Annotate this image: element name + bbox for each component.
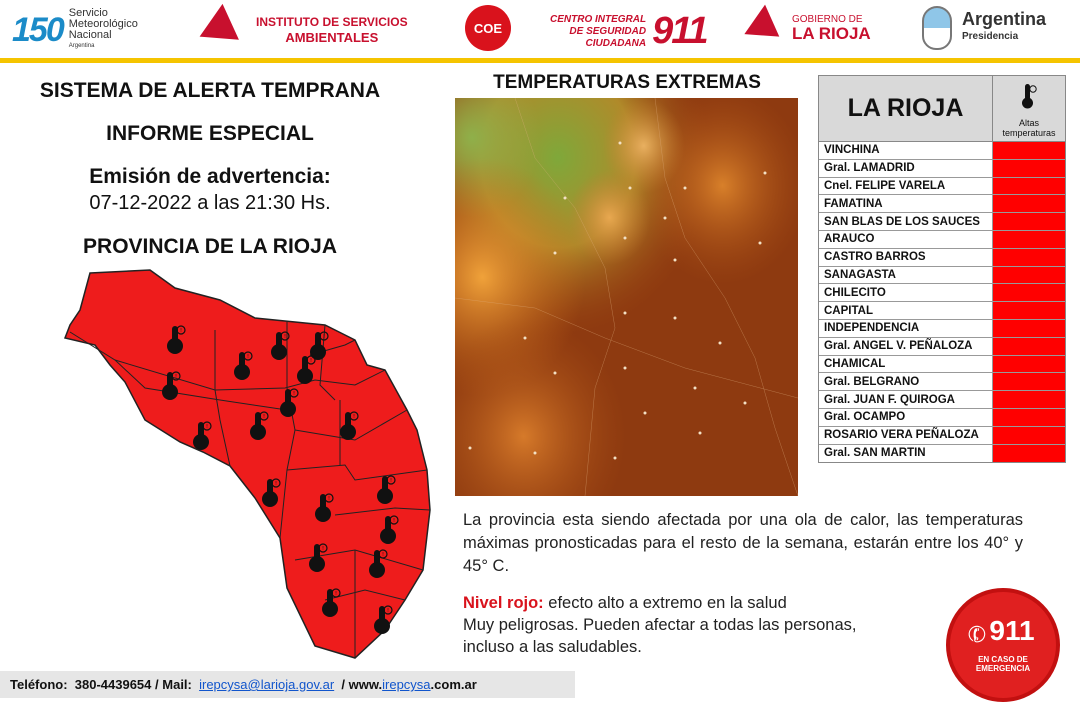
mail-label: / Mail:	[155, 677, 192, 692]
phone-number: 380-4439654	[74, 677, 152, 692]
alert-level-cell	[993, 249, 1065, 266]
department-name: FAMATINA	[819, 195, 993, 212]
department-name: Gral. SAN MARTIN	[819, 445, 993, 463]
department-name: Gral. OCAMPO	[819, 409, 993, 426]
department-name: ROSARIO VERA PEÑALOZA	[819, 427, 993, 444]
alert-level-cell	[993, 213, 1065, 230]
smn-mark: 150	[12, 10, 63, 49]
table-row	[819, 284, 1065, 302]
table-row	[819, 195, 1065, 213]
cis-911-logo: CENTRO INTEGRAL DE SEGURIDAD CIUDADANA 911	[550, 10, 707, 52]
alert-level-cell	[993, 409, 1065, 426]
web-link[interactable]: irepcysa	[382, 677, 431, 692]
department-name: VINCHINA	[819, 142, 993, 159]
alert-level-cell	[993, 267, 1065, 284]
system-title: SISTEMA DE ALERTA TEMPRANA	[39, 79, 381, 102]
emergency-line1: EN CASO DE	[978, 655, 1028, 664]
alert-level-cell	[993, 391, 1065, 408]
table-row	[819, 231, 1065, 249]
header-divider	[0, 58, 1080, 63]
alert-level-cell	[993, 178, 1065, 195]
table-title: LA RIOJA	[819, 76, 993, 141]
alert-level-cell	[993, 427, 1065, 444]
table-row	[819, 213, 1065, 231]
argentina-shield-icon	[922, 6, 952, 50]
table-header	[819, 76, 1065, 142]
coe-badge: COE	[465, 5, 511, 51]
isa-triangle-icon	[200, 4, 251, 56]
table-row	[819, 373, 1065, 391]
alert-level-cell	[993, 338, 1065, 355]
department-name: Gral. JUAN F. QUIROGA	[819, 391, 993, 408]
isa-line1: INSTITUTO DE SERVICIOS	[256, 15, 408, 29]
alert-level-cell	[993, 231, 1065, 248]
table-row	[819, 391, 1065, 409]
alert-level-cell	[993, 195, 1065, 212]
emission-label: Emisión de advertencia:	[89, 165, 331, 188]
alert-level-cell	[993, 320, 1065, 337]
isa-logo	[208, 10, 408, 50]
thermometer-icon	[1021, 84, 1037, 110]
heatmap-title: TEMPERATURAS EXTREMAS	[493, 72, 761, 93]
department-name: INDEPENDENCIA	[819, 320, 993, 337]
argentina-presidencia-logo: Argentina Presidencia	[922, 6, 1046, 50]
department-name: CHAMICAL	[819, 356, 993, 373]
emergency-911-badge	[946, 588, 1060, 702]
phone-label: Teléfono:	[10, 677, 68, 692]
alert-level-line3: incluso a las saludables.	[463, 638, 642, 656]
coe-logo	[465, 5, 511, 51]
alert-level-line2: Muy peligrosas. Pueden afectar a todas las personas,	[463, 616, 857, 634]
province-title: PROVINCIA DE LA RIOJA	[83, 235, 337, 258]
table-row	[819, 338, 1065, 356]
web-suffix: .com.ar	[430, 677, 477, 692]
table-row	[819, 427, 1065, 445]
table-column-header	[993, 76, 1065, 141]
gobierno-triangle-icon	[744, 5, 789, 52]
report-title: INFORME ESPECIAL	[106, 122, 314, 145]
province-map: !	[55, 270, 435, 660]
emergency-line2: EMERGENCIA	[975, 664, 1031, 673]
table-column-label: Altas temperaturas	[1002, 118, 1056, 138]
alert-level-cell	[993, 142, 1065, 159]
department-name: CHILECITO	[819, 284, 993, 301]
table-body	[819, 142, 1065, 462]
table-row	[819, 178, 1065, 196]
alert-level-cell	[993, 284, 1065, 301]
isa-line2: AMBIENTALES	[285, 30, 379, 45]
department-name: Gral. LAMADRID	[819, 160, 993, 177]
smn-logo	[12, 8, 138, 52]
table-row	[819, 249, 1065, 267]
alert-level-cell	[993, 160, 1065, 177]
temperature-heatmap	[455, 98, 798, 496]
cis-911-number: 911	[652, 10, 707, 52]
table-row	[819, 302, 1065, 320]
department-name: SAN BLAS DE LOS SAUCES	[819, 213, 993, 230]
alert-level-cell	[993, 302, 1065, 319]
table-row	[819, 160, 1065, 178]
department-name: ARAUCO	[819, 231, 993, 248]
emergency-number: 911	[989, 615, 1035, 646]
table-row	[819, 142, 1065, 160]
mail-link[interactable]: irepcysa@larioja.gov.ar	[199, 677, 335, 692]
department-name: CASTRO BARROS	[819, 249, 993, 266]
contact-footer	[0, 671, 575, 698]
department-name: Cnel. FELIPE VARELA	[819, 178, 993, 195]
department-name: Gral. BELGRANO	[819, 373, 993, 390]
table-row	[819, 445, 1065, 463]
table-row	[819, 356, 1065, 374]
table-row	[819, 267, 1065, 285]
smn-text: Servicio Meteorológico Nacional Argentina	[68, 7, 138, 49]
description-text: La provincia esta siendo afectada por una ola de calor, las temperaturas máximas pronosticadas para el resto de la semana, estarán entre los 40° y 45° C.	[463, 511, 1023, 575]
department-name: CAPITAL	[819, 302, 993, 319]
department-name: SANAGASTA	[819, 267, 993, 284]
phone-icon: ✆	[964, 619, 990, 650]
alert-level-cell	[993, 445, 1065, 463]
gobierno-la-rioja-logo: GOBIERNO DE LA RIOJA	[752, 10, 871, 46]
table-row	[819, 320, 1065, 338]
table-row	[819, 409, 1065, 427]
alert-level-block	[463, 592, 943, 658]
alert-level-cell	[993, 356, 1065, 373]
web-label: / www.	[341, 677, 383, 692]
emission-date: 07-12-2022 a las 21:30 Hs.	[89, 192, 331, 214]
header-bar	[0, 0, 1080, 58]
department-alert-table	[818, 75, 1066, 463]
alert-level-cell	[993, 373, 1065, 390]
alert-level-text: efecto alto a extremo en la salud	[543, 594, 787, 612]
alert-level-label: Nivel rojo:	[463, 594, 544, 612]
department-name: Gral. ANGEL V. PEÑALOZA	[819, 338, 993, 355]
province-outline	[65, 270, 430, 658]
